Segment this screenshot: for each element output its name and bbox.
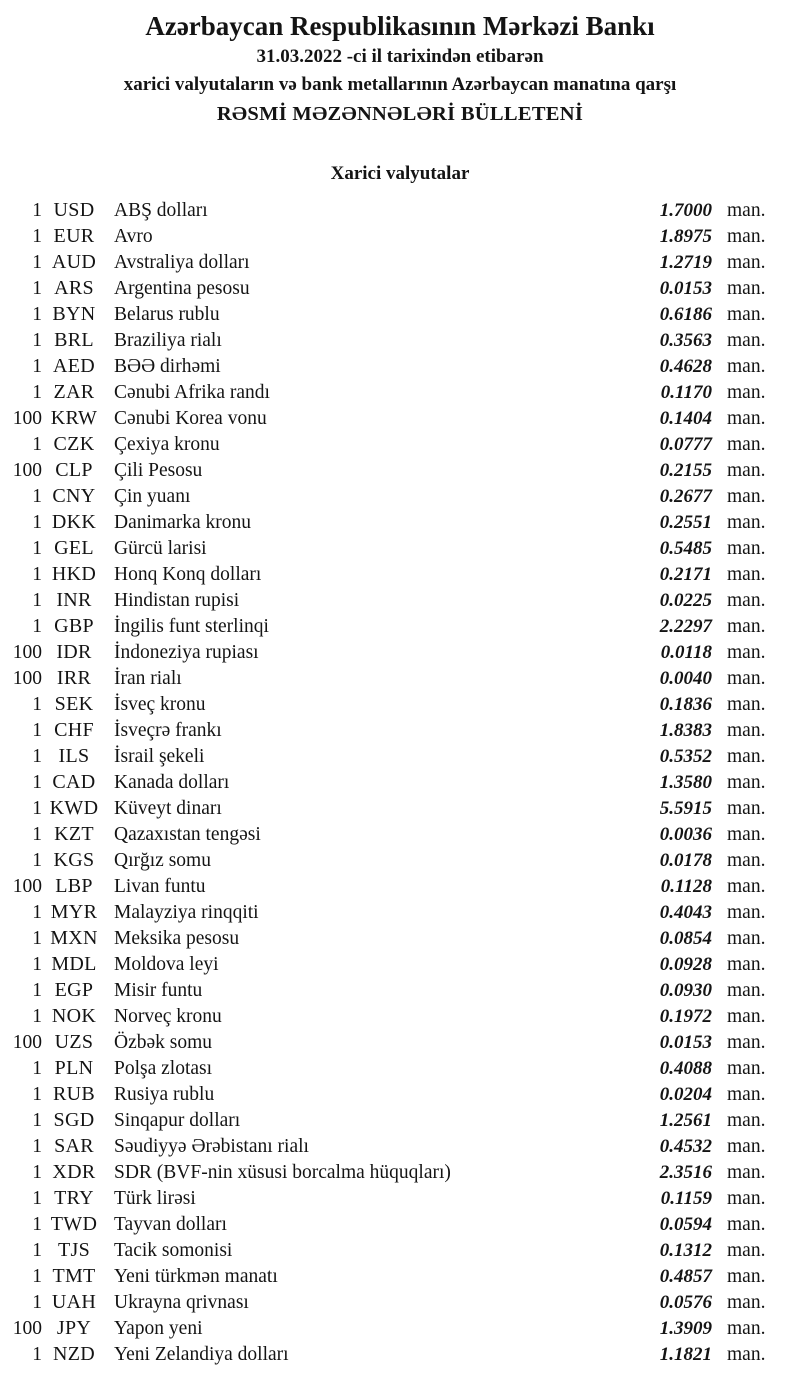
- currency-name-cell: Meksika pesosu: [114, 928, 240, 949]
- quantity-cell: 1: [32, 616, 42, 637]
- unit-label-cell: man.: [727, 1032, 766, 1053]
- currency-name-cell: Misir funtu: [114, 980, 203, 1001]
- currency-code-cell: CAD: [52, 771, 96, 793]
- quantity-cell: 1: [32, 330, 42, 351]
- table-row: [0, 275, 770, 301]
- quantity-cell: 1: [32, 980, 42, 1001]
- currency-name-cell: SDR (BVF-nin xüsusi borcalma hüquqları): [114, 1162, 451, 1183]
- rate-value-cell: 0.1128: [660, 876, 712, 897]
- unit-label-cell: man.: [727, 1292, 766, 1313]
- unit-label-cell: man.: [727, 564, 766, 585]
- quantity-cell: 100: [12, 460, 42, 481]
- currency-code-cell: TWD: [50, 1213, 98, 1235]
- unit-label-cell: man.: [727, 876, 766, 897]
- table-row: [0, 431, 770, 457]
- quantity-cell: 1: [32, 356, 42, 377]
- currency-code-cell: NZD: [52, 1343, 95, 1365]
- quantity-cell: 100: [12, 408, 42, 429]
- table-row: [0, 639, 770, 665]
- quantity-cell: 1: [32, 486, 42, 507]
- unit-label-cell: man.: [727, 694, 766, 715]
- rate-value-cell: 0.4532: [659, 1136, 712, 1157]
- currency-code-cell: DKK: [51, 511, 97, 533]
- unit-label-cell: man.: [727, 1058, 766, 1079]
- quantity-cell: 100: [12, 642, 42, 663]
- rate-value-cell: 1.3909: [659, 1318, 712, 1339]
- rate-value-cell: 2.2297: [659, 616, 712, 637]
- rate-value-cell: 0.1159: [660, 1188, 712, 1209]
- quantity-cell: 1: [32, 1266, 42, 1287]
- quantity-cell: 1: [32, 1136, 42, 1157]
- unit-label-cell: man.: [727, 1214, 766, 1235]
- quantity-cell: 1: [32, 1240, 42, 1261]
- currency-code-cell: MDL: [51, 953, 97, 975]
- rate-value-cell: 0.4088: [659, 1058, 712, 1079]
- rate-value-cell: 2.3516: [659, 1162, 712, 1183]
- currency-name-cell: İran rialı: [114, 668, 182, 689]
- quantity-cell: 1: [32, 928, 42, 949]
- currency-name-cell: Danimarka kronu: [114, 512, 251, 533]
- currency-code-cell: UZS: [54, 1031, 94, 1053]
- currency-name-cell: Ukrayna qrivnası: [114, 1292, 249, 1313]
- currency-code-cell: SGD: [53, 1109, 95, 1131]
- table-row: [0, 535, 770, 561]
- currency-code-cell: CHF: [54, 719, 94, 741]
- table-row: [0, 1263, 770, 1289]
- currency-code-cell: BYN: [52, 303, 96, 325]
- unit-label-cell: man.: [727, 304, 766, 325]
- currency-name-cell: Malayziya rinqqiti: [114, 902, 259, 923]
- currency-code-cell: TMT: [52, 1265, 96, 1287]
- table-row: [0, 821, 770, 847]
- currency-name-cell: Hindistan rupisi: [114, 590, 240, 611]
- table-row: [0, 561, 770, 587]
- quantity-cell: 1: [32, 772, 42, 793]
- table-row: [0, 301, 770, 327]
- unit-label-cell: man.: [727, 330, 766, 351]
- unit-label-cell: man.: [727, 1084, 766, 1105]
- quantity-cell: 1: [32, 278, 42, 299]
- currency-name-cell: İsveçrə frankı: [114, 720, 222, 741]
- table-row: [0, 1107, 770, 1133]
- table-row: [0, 899, 770, 925]
- rate-value-cell: 0.6186: [659, 304, 712, 325]
- exchange-rates-table: [0, 197, 800, 1367]
- rate-value-cell: 1.2561: [659, 1110, 712, 1131]
- quantity-cell: 1: [32, 746, 42, 767]
- unit-label-cell: man.: [727, 382, 766, 403]
- currency-name-cell: Sinqapur dolları: [114, 1110, 241, 1131]
- currency-name-cell: Honq Konq dolları: [114, 564, 262, 585]
- currency-code-cell: MYR: [50, 901, 98, 923]
- currency-code-cell: USD: [53, 199, 95, 221]
- table-row: [0, 509, 770, 535]
- table-row: [0, 223, 770, 249]
- currency-code-cell: EUR: [53, 225, 95, 247]
- currency-name-cell: Braziliya rialı: [114, 330, 222, 351]
- scope-line: xarici valyutaların və bank metallarının Azərbaycan manatına qarşı: [123, 74, 677, 95]
- quantity-cell: 1: [32, 512, 42, 533]
- table-row: [0, 587, 770, 613]
- rate-value-cell: 0.1836: [659, 694, 712, 715]
- currency-code-cell: LBP: [55, 875, 93, 897]
- unit-label-cell: man.: [727, 1136, 766, 1157]
- currency-name-cell: Rusiya rublu: [114, 1084, 215, 1105]
- rate-value-cell: 0.1404: [659, 408, 712, 429]
- table-row: [0, 197, 770, 223]
- unit-label-cell: man.: [727, 460, 766, 481]
- table-row: [0, 1003, 770, 1029]
- unit-label-cell: man.: [727, 720, 766, 741]
- currency-code-cell: KWD: [49, 797, 99, 819]
- unit-label-cell: man.: [727, 928, 766, 949]
- unit-label-cell: man.: [727, 278, 766, 299]
- currency-code-cell: INR: [56, 589, 92, 611]
- bulletin-header: [0, 10, 800, 129]
- currency-name-cell: Çexiya kronu: [114, 434, 220, 455]
- currency-name-cell: Türk lirəsi: [114, 1188, 196, 1209]
- unit-label-cell: man.: [727, 486, 766, 507]
- unit-label-cell: man.: [727, 1266, 766, 1287]
- rate-value-cell: 0.5352: [659, 746, 712, 767]
- quantity-cell: 1: [32, 564, 42, 585]
- rate-value-cell: 0.3563: [659, 330, 712, 351]
- currency-name-cell: Cənubi Afrika randı: [114, 382, 270, 403]
- table-row: [0, 717, 770, 743]
- quantity-cell: 1: [32, 798, 42, 819]
- table-row: [0, 1055, 770, 1081]
- currency-name-cell: Özbək somu: [114, 1032, 213, 1053]
- unit-label-cell: man.: [727, 1188, 766, 1209]
- quantity-cell: 1: [32, 226, 42, 247]
- unit-label-cell: man.: [727, 512, 766, 533]
- currency-name-cell: Avro: [114, 226, 153, 247]
- rate-value-cell: 0.0178: [659, 850, 712, 871]
- currency-name-cell: İngilis funt sterlinqi: [114, 616, 269, 637]
- rate-value-cell: 0.0040: [659, 668, 712, 689]
- table-row: [0, 769, 770, 795]
- table-row: [0, 613, 770, 639]
- currency-code-cell: AED: [52, 355, 95, 377]
- rate-value-cell: 0.0153: [659, 278, 712, 299]
- quantity-cell: 1: [32, 850, 42, 871]
- currency-code-cell: CZK: [53, 433, 95, 455]
- unit-label-cell: man.: [727, 824, 766, 845]
- quantity-cell: 1: [32, 590, 42, 611]
- rate-value-cell: 0.0153: [659, 1032, 712, 1053]
- section-title-foreign-currencies: Xarici valyutalar: [330, 163, 470, 184]
- unit-label-cell: man.: [727, 668, 766, 689]
- table-row: [0, 873, 770, 899]
- table-row: [0, 1341, 770, 1367]
- unit-label-cell: man.: [727, 538, 766, 559]
- currency-code-cell: GEL: [54, 537, 94, 559]
- currency-name-cell: Qırğız somu: [114, 850, 211, 871]
- rate-value-cell: 0.1170: [660, 382, 712, 403]
- quantity-cell: 1: [32, 200, 42, 221]
- rate-value-cell: 0.5485: [659, 538, 712, 559]
- currency-name-cell: Avstraliya dolları: [114, 252, 250, 273]
- currency-code-cell: IRR: [56, 667, 92, 689]
- rate-value-cell: 0.1312: [659, 1240, 712, 1261]
- table-row: [0, 847, 770, 873]
- table-row: [0, 1159, 770, 1185]
- table-row: [0, 327, 770, 353]
- quantity-cell: 1: [32, 954, 42, 975]
- quantity-cell: 100: [12, 876, 42, 897]
- currency-code-cell: UAH: [51, 1291, 97, 1313]
- unit-label-cell: man.: [727, 954, 766, 975]
- currency-code-cell: KZT: [54, 823, 94, 845]
- currency-code-cell: GBP: [54, 615, 94, 637]
- table-row: [0, 951, 770, 977]
- quantity-cell: 1: [32, 1214, 42, 1235]
- currency-name-cell: Çin yuanı: [114, 486, 191, 507]
- quantity-cell: 1: [32, 304, 42, 325]
- table-row: [0, 691, 770, 717]
- rate-value-cell: 0.0225: [659, 590, 712, 611]
- rate-value-cell: 0.0930: [659, 980, 712, 1001]
- rate-value-cell: 1.8383: [659, 720, 712, 741]
- table-row: [0, 483, 770, 509]
- currency-name-cell: Polşa zlotası: [114, 1058, 213, 1079]
- effective-date-line: 31.03.2022 -ci il tarixindən etibarən: [256, 46, 544, 67]
- unit-label-cell: man.: [727, 798, 766, 819]
- currency-name-cell: Livan funtu: [114, 876, 206, 897]
- rate-value-cell: 0.0777: [659, 434, 712, 455]
- table-row: [0, 1081, 770, 1107]
- currency-code-cell: RUB: [52, 1083, 96, 1105]
- currency-code-cell: ZAR: [53, 381, 95, 403]
- currency-code-cell: JPY: [56, 1317, 92, 1339]
- table-row: [0, 743, 770, 769]
- rate-value-cell: 0.0854: [659, 928, 712, 949]
- rate-value-cell: 0.0204: [659, 1084, 712, 1105]
- quantity-cell: 100: [12, 1032, 42, 1053]
- table-row: [0, 249, 770, 275]
- unit-label-cell: man.: [727, 642, 766, 663]
- currency-code-cell: HKD: [51, 563, 97, 585]
- currency-name-cell: Yeni türkmən manatı: [114, 1266, 278, 1287]
- quantity-cell: 1: [32, 538, 42, 559]
- currency-code-cell: SEK: [54, 693, 94, 715]
- currency-code-cell: AUD: [51, 251, 97, 273]
- currency-name-cell: Tayvan dolları: [114, 1214, 227, 1235]
- unit-label-cell: man.: [727, 1344, 766, 1365]
- table-row: [0, 977, 770, 1003]
- table-row: [0, 1133, 770, 1159]
- quantity-cell: 1: [32, 694, 42, 715]
- currency-name-cell: İsrail şekeli: [114, 746, 205, 767]
- rate-value-cell: 1.3580: [659, 772, 712, 793]
- currency-code-cell: XDR: [52, 1161, 96, 1183]
- table-row: [0, 1237, 770, 1263]
- rate-value-cell: 0.2155: [659, 460, 712, 481]
- unit-label-cell: man.: [727, 408, 766, 429]
- unit-label-cell: man.: [727, 746, 766, 767]
- unit-label-cell: man.: [727, 252, 766, 273]
- rate-value-cell: 1.8975: [659, 226, 712, 247]
- quantity-cell: 1: [32, 1162, 42, 1183]
- currency-code-cell: EGP: [54, 979, 94, 1001]
- table-row: [0, 1029, 770, 1055]
- currency-code-cell: ILS: [58, 745, 90, 767]
- unit-label-cell: man.: [727, 772, 766, 793]
- currency-code-cell: IDR: [56, 641, 92, 663]
- unit-label-cell: man.: [727, 902, 766, 923]
- currency-code-cell: PLN: [54, 1057, 94, 1079]
- quantity-cell: 1: [32, 382, 42, 403]
- currency-name-cell: Argentina pesosu: [114, 278, 250, 299]
- rate-value-cell: 0.4857: [659, 1266, 712, 1287]
- currency-name-cell: Küveyt dinarı: [114, 798, 222, 819]
- currency-name-cell: Səudiyyə Ərəbistanı rialı: [114, 1136, 309, 1157]
- currency-name-cell: Qazaxıstan tengəsi: [114, 824, 261, 845]
- quantity-cell: 1: [32, 1292, 42, 1313]
- quantity-cell: 1: [32, 720, 42, 741]
- table-row: [0, 795, 770, 821]
- currency-code-cell: KGS: [53, 849, 95, 871]
- quantity-cell: 1: [32, 1110, 42, 1131]
- unit-label-cell: man.: [727, 200, 766, 221]
- currency-code-cell: CLP: [55, 459, 93, 481]
- quantity-cell: 1: [32, 1006, 42, 1027]
- unit-label-cell: man.: [727, 1240, 766, 1261]
- unit-label-cell: man.: [727, 850, 766, 871]
- currency-code-cell: CNY: [52, 485, 96, 507]
- rate-value-cell: 0.0118: [660, 642, 712, 663]
- currency-name-cell: Yeni Zelandiya dolları: [114, 1344, 289, 1365]
- rate-value-cell: 0.0576: [659, 1292, 712, 1313]
- quantity-cell: 1: [32, 902, 42, 923]
- currency-name-cell: Norveç kronu: [114, 1006, 222, 1027]
- currency-name-cell: Çili Pesosu: [114, 460, 203, 481]
- unit-label-cell: man.: [727, 980, 766, 1001]
- rate-value-cell: 0.1972: [659, 1006, 712, 1027]
- quantity-cell: 1: [32, 1084, 42, 1105]
- table-row: [0, 925, 770, 951]
- table-row: [0, 379, 770, 405]
- rate-value-cell: 1.2719: [659, 252, 712, 273]
- rate-value-cell: 1.7000: [659, 200, 712, 221]
- currency-code-cell: TRY: [54, 1187, 94, 1209]
- table-row: [0, 1315, 770, 1341]
- unit-label-cell: man.: [727, 616, 766, 637]
- rate-value-cell: 5.5915: [659, 798, 712, 819]
- currency-code-cell: MXN: [50, 927, 98, 949]
- rate-value-cell: 0.0036: [659, 824, 712, 845]
- currency-code-cell: ARS: [54, 277, 94, 299]
- table-row: [0, 353, 770, 379]
- currency-name-cell: İndoneziya rupiası: [114, 642, 259, 663]
- quantity-cell: 1: [32, 824, 42, 845]
- currency-code-cell: SAR: [54, 1135, 94, 1157]
- table-row: [0, 457, 770, 483]
- currency-name-cell: Belarus rublu: [114, 304, 220, 325]
- quantity-cell: 1: [32, 434, 42, 455]
- table-row: [0, 1211, 770, 1237]
- currency-name-cell: İsveç kronu: [114, 694, 206, 715]
- currency-code-cell: BRL: [54, 329, 94, 351]
- unit-label-cell: man.: [727, 590, 766, 611]
- currency-code-cell: NOK: [51, 1005, 97, 1027]
- unit-label-cell: man.: [727, 1162, 766, 1183]
- currency-name-cell: Yapon yeni: [114, 1318, 203, 1339]
- currency-code-cell: TJS: [57, 1239, 91, 1261]
- unit-label-cell: man.: [727, 226, 766, 247]
- rate-value-cell: 1.1821: [659, 1344, 712, 1365]
- unit-label-cell: man.: [727, 356, 766, 377]
- unit-label-cell: man.: [727, 1110, 766, 1131]
- rate-value-cell: 0.0928: [659, 954, 712, 975]
- rate-value-cell: 0.2677: [659, 486, 712, 507]
- rate-value-cell: 0.4628: [659, 356, 712, 377]
- quantity-cell: 1: [32, 1188, 42, 1209]
- bulletin-name-line: RƏSMİ MƏZƏNNƏLƏRİ BÜLLETENİ: [216, 103, 584, 125]
- page-title: Azərbaycan Respublikasının Mərkəzi Bankı: [145, 11, 655, 41]
- currency-name-cell: Kanada dolları: [114, 772, 230, 793]
- unit-label-cell: man.: [727, 1006, 766, 1027]
- currency-name-cell: Gürcü larisi: [114, 538, 207, 559]
- quantity-cell: 100: [12, 1318, 42, 1339]
- table-row: [0, 1289, 770, 1315]
- quantity-cell: 1: [32, 1344, 42, 1365]
- unit-label-cell: man.: [727, 1318, 766, 1339]
- quantity-cell: 1: [32, 252, 42, 273]
- currency-name-cell: Cənubi Korea vonu: [114, 408, 267, 429]
- quantity-cell: 100: [12, 668, 42, 689]
- currency-name-cell: Moldova leyi: [114, 954, 219, 975]
- quantity-cell: 1: [32, 1058, 42, 1079]
- currency-name-cell: BƏƏ dirhəmi: [114, 356, 221, 377]
- rate-value-cell: 0.4043: [659, 902, 712, 923]
- table-row: [0, 1185, 770, 1211]
- rate-value-cell: 0.2171: [659, 564, 712, 585]
- unit-label-cell: man.: [727, 434, 766, 455]
- table-row: [0, 405, 770, 431]
- table-row: [0, 665, 770, 691]
- currency-code-cell: KRW: [50, 407, 98, 429]
- currency-name-cell: Tacik somonisi: [114, 1240, 233, 1261]
- rate-value-cell: 0.0594: [659, 1214, 712, 1235]
- currency-name-cell: ABŞ dolları: [114, 200, 208, 221]
- rate-value-cell: 0.2551: [659, 512, 712, 533]
